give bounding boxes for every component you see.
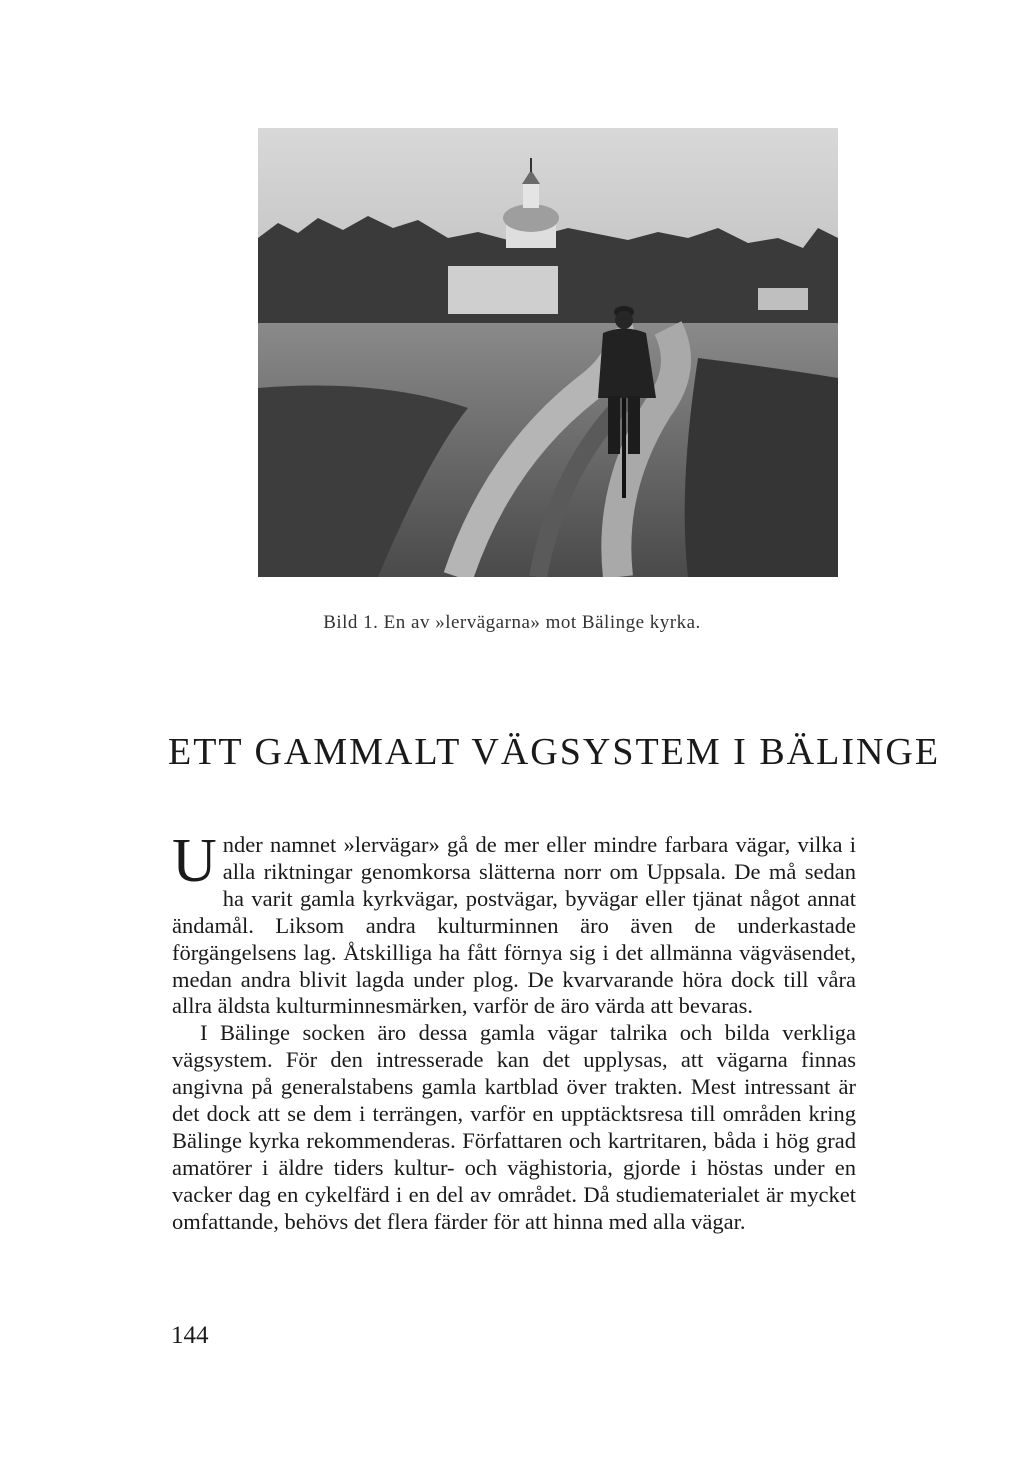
paragraph-1 [172, 827, 856, 1020]
white-building [448, 266, 558, 314]
grass-right [685, 358, 838, 577]
far-building [758, 288, 808, 310]
photo-caption: Bild 1. En av »lervägarna» mot Bälinge kyrka. [323, 612, 701, 633]
article-title: ETT GAMMALT VÄGSYSTEM I BÄLINGE [168, 731, 941, 773]
drop-cap: U [172, 827, 217, 895]
page-number: 144 [171, 1322, 209, 1349]
paragraph-2: I Bälinge socken äro dessa gamla vägar talrika och bilda verkliga vägsystem. För den intresserade kan det upplysas, att vägarna finnas angivna på generalstabens gamla kartblad över trakten. Mest intressant är det dock att se dem i terrängen, varför en upptäcktsresa till områden kring Bälinge kyrka rekommenderas. Författaren och kartritaren, båda i hög grad amatörer i äldre tiders kultur- och väghistoria, gjorde i höstas under en vacker dag en cykelfärd i en del av området. Då studiematerialet är mycket omfattande, behövs det flera färder för att hinna med alla vägar. [172, 1020, 856, 1234]
article-body [172, 827, 856, 1236]
photograph-illustration [258, 128, 838, 577]
paragraph-1-text: nder namnet »lervägar» gå de mer eller mindre farbara vägar, vilka i alla riktningar genomkorsa slätterna norr om Uppsala. De må sedan ha varit gamla kyrkvägar, postvägar, byvägar eller tjänat något annat ändamål. Liksom andra kulturminnen äro även de underkastade förgängelsens lag. Åtskilliga ha fått förnya sig i det allmänna vägväsendet, medan andra blivit lagda under plog. De kvarvarande höra dock till våra allra äldsta kulturminnesmärken, varför de äro värda att bevaras. [172, 832, 856, 1019]
photograph-church-road [258, 128, 838, 577]
